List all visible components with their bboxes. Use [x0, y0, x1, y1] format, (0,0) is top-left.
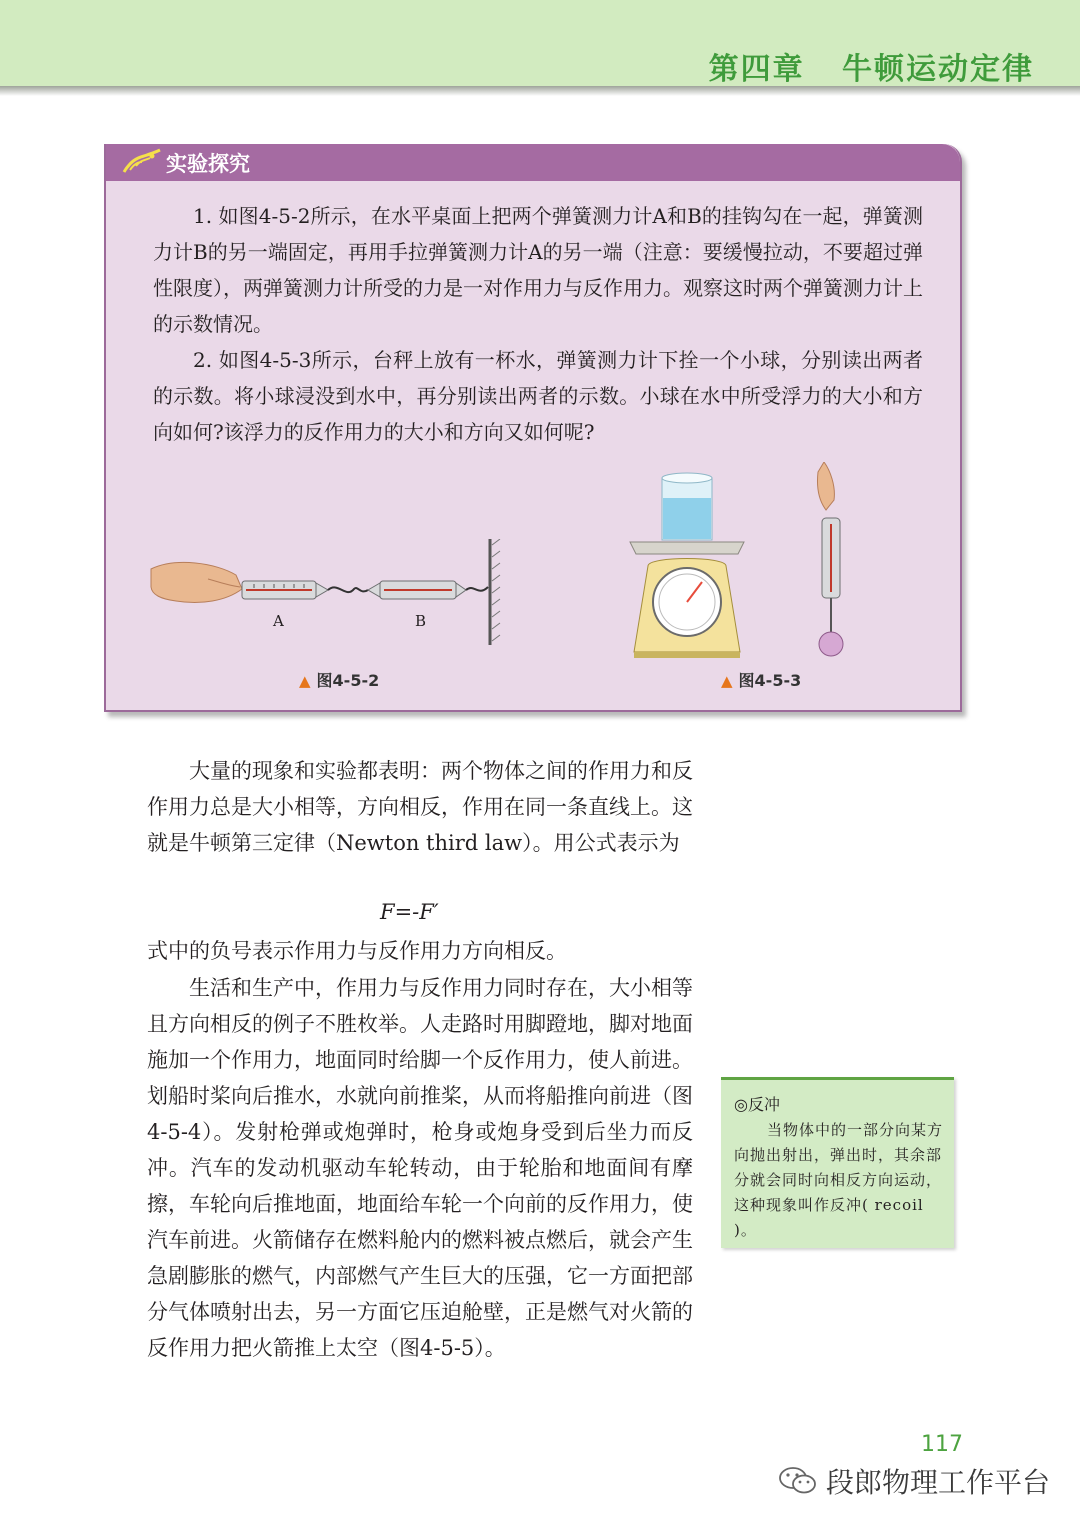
chapter-title: 第四章 牛顿运动定律: [708, 52, 1034, 87]
watermark: [778, 1461, 1050, 1501]
formula: F=-F′: [380, 900, 439, 924]
page-number: 117: [921, 1432, 963, 1457]
experiment-title: 实验探究: [166, 152, 250, 176]
triangle-icon: ▲: [299, 672, 311, 690]
watermark-text: 段郎物理工作平台: [826, 1466, 1051, 1499]
flourish-icon: [122, 148, 162, 176]
experiment-box: [104, 144, 962, 712]
sidebar-note: [721, 1077, 954, 1248]
experiment-header: [106, 144, 960, 181]
body-paragraph-1: 大量的现象和实验都表明：两个物体之间的作用力和反作用力总是大小相等，方向相反，作用在同一条直线上。这就是牛顿第三定律（Newton third law）。用公式表示为: [147, 759, 693, 855]
wechat-icon: [778, 1465, 818, 1497]
triangle-icon: ▲: [721, 672, 733, 690]
body-paragraph-3: 生活和生产中，作用力与反作用力同时存在，大小相等且方向相反的例子不胜枚举。人走路时用脚蹬地，脚对地面施加一个作用力，地面同时给脚一个反作用力，使人前进。划船时桨向后推水，水就向前推桨，从而将船推向前进（图4-5-4）。发射枪弹或炮弹时，枪身或炮身受到后坐力而反冲。汽车的发动机驱动车轮转动，由于轮胎和地面间有摩擦，车轮向后推地面，地面给车轮一个向前的反作用力，使汽车前进。火箭储存在燃料舱内的燃料被点燃后，就会产生急剧膨胀的燃气，内部燃气产生巨大的压强，它一方面把部分气体喷射出去，另一方面它压迫舱壁，正是燃气对火箭的反作用力把火箭推上太空（图4-5-5）。: [147, 976, 693, 1360]
sidebar-title: ◎反冲: [734, 1095, 780, 1114]
scale-a-label: A: [273, 612, 284, 630]
body-paragraph-2: 式中的负号表示作用力与反作用力方向相反。: [147, 939, 567, 963]
scale-and-ball-figure: [626, 462, 866, 662]
spring-scales-figure: [146, 539, 506, 649]
experiment-paragraph-1: 1. 如图4-5-2所示，在水平桌面上把两个弹簧测力计A和B的挂钩勾在一起，弹簧测力计B的另一端固定，再用手拉弹簧测力计A的另一端（注意：要缓慢拉动，不要超过弹性限度），两弹簧测力计所受的力是一对作用力与反作用力。观察这时两个弹簧测力计上的示数情况。: [153, 204, 923, 336]
figure-caption-2: ▲ 图4-5-3: [721, 671, 802, 690]
experiment-paragraph-2: 2. 如图4-5-3所示，台秤上放有一杯水，弹簧测力计下拴一个小球，分别读出两者的示数。将小球浸没到水中，再分别读出两者的示数。小球在水中所受浮力的大小和方向如何?该浮力的反作用力的大小和方向又如何呢?: [153, 348, 923, 444]
sidebar-text: 当物体中的一部分向某方向抛出射出，弹出时，其余部分就会同时向相反方向运动，这种现象叫作反冲( recoil )。: [734, 1121, 944, 1239]
scale-b-label: B: [415, 612, 427, 630]
figure-caption-1: ▲ 图4-5-2: [299, 671, 380, 690]
